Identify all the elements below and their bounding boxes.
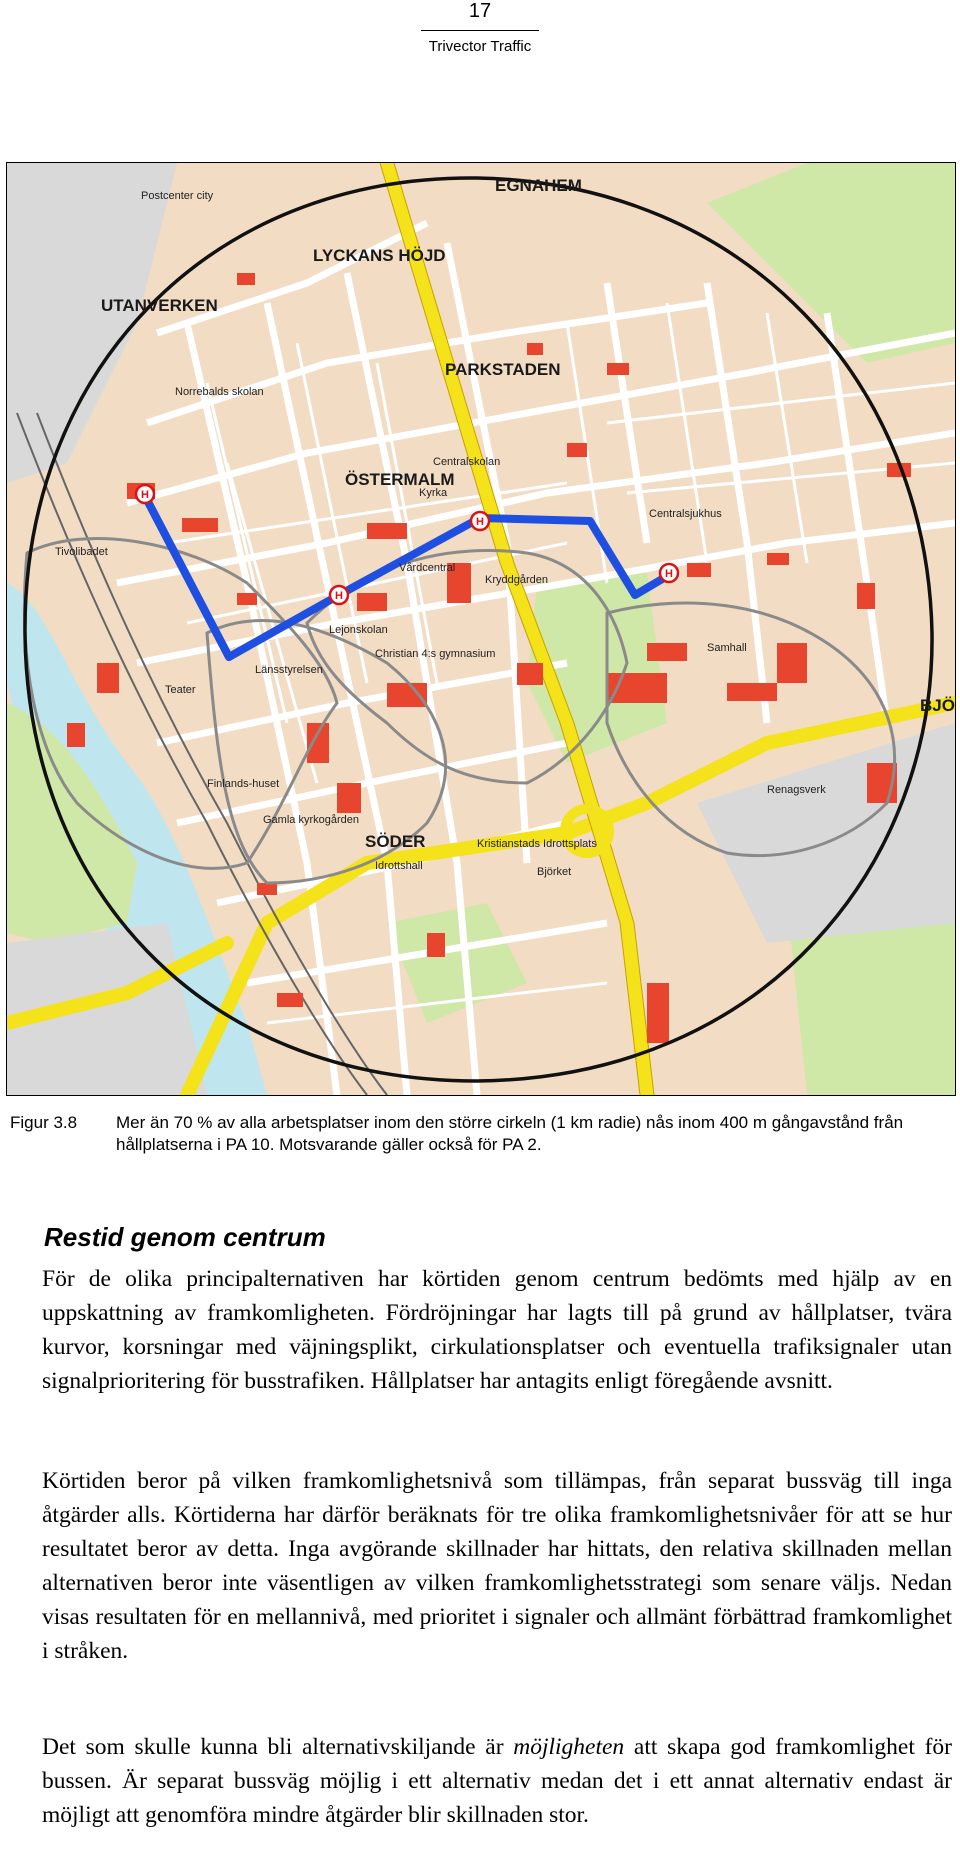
bus-stop-marker [660, 564, 678, 582]
label-utanverken: UTANVERKEN [101, 296, 218, 315]
label-samhall: Samhall [707, 642, 747, 654]
label-christian4: Christian 4:s gymnasium [375, 648, 496, 660]
label-postcenter: Postcenter city [141, 190, 214, 202]
label-bjorket: Björket [537, 866, 572, 878]
label-tivolibadet: Tivolibadet [55, 546, 108, 558]
city-map [6, 162, 956, 1096]
label-centralsjukhus: Centralsjukhus [649, 508, 722, 520]
paragraph-3-part-a: Det som skulle kunna bli alternativskiljande är [42, 1734, 514, 1760]
bus-stop-marker [136, 485, 154, 503]
label-parkstaden: PARKSTADEN [445, 360, 561, 379]
bus-stop-symbol: H [335, 590, 343, 602]
figure-caption-text: Mer än 70 % av alla arbetsplatser inom den större cirkeln (1 km radie) nås inom 400 m gångavstånd från hållplatserna i PA 10. Motsvarande gäller också för PA 2. [116, 1113, 904, 1154]
header-org: Trivector Traffic [428, 38, 532, 55]
label-egnahem: EGNAHEM [495, 176, 582, 195]
paragraph-1: För de olika principalternativen har körtiden genom centrum bedömts med hjälp av en uppskattning av framkomligheten. Fördröjningar har lagts till på grund av hållplatser, tvära kurvor, korsningar med väjningsplikt, cirkulationsplatser och eventuella trafiksignaler utan signalprioritering för busstrafiken. Hållplatser har antagits enligt föregående avsnitt. [42, 1266, 952, 1394]
bus-stop-marker [330, 586, 348, 604]
label-kryddgarden: Kryddgården [485, 574, 548, 586]
bus-stop-marker [471, 512, 489, 530]
label-teater: Teater [165, 684, 196, 696]
figure-label: Figur 3.8 [10, 1113, 78, 1132]
label-centralskolan: Centralskolan [433, 456, 501, 468]
page-number: 17 [468, 0, 492, 22]
section-heading: Restid genom centrum [44, 1222, 326, 1252]
label-gamla-kyrkogarden: Gamla kyrkogården [263, 814, 359, 826]
label-lyckans-hojd: LYCKANS HÖJD [313, 246, 446, 265]
paragraph-3-emphasis: möjligheten [513, 1734, 625, 1760]
bus-stop-symbol: H [141, 489, 149, 501]
label-lansstyrelsen: Länsstyrelsen [255, 664, 323, 676]
label-idrottsplats: Kristianstads Idrottsplats [477, 838, 597, 850]
label-finlands-huset: Finlands-huset [207, 778, 280, 790]
header-rule [421, 30, 539, 31]
label-ostermalm: ÖSTERMALM [345, 470, 455, 489]
label-kyrka: Kyrka [419, 487, 448, 499]
label-soder: SÖDER [365, 832, 426, 851]
paragraph-3 [42, 1730, 952, 1832]
paragraph-2: Körtiden beror på vilken framkomlighetsnivå som tillämpas, från separat bussväg till inga åtgärder alls. Körtiderna har därför beräknats för tre olika framkomlighetsnivåer för att se hur resultatet beror av detta. Inga avgörande skillnader har hittats, den relativa skillnaden mellan alternativen beror inte väsentligen av vilken framkomlighetsstrategi som senare väljs. Nedan visas resultaten för en mellannivå, med prioritet i signaler och allmänt förbättrad framkomlighet i stråken. [42, 1468, 952, 1664]
label-renagsverk: Renagsverk [767, 784, 826, 796]
bus-stop-symbol: H [476, 516, 484, 528]
paragraph-3-part-b: att skapa god framkomlighet för bussen. Är separat bussväg möjlig i ett alternativ medan det i ett annat alternativ endast är möjligt att genomföra mindre åtgärder blir skillnaden stor. [42, 1734, 953, 1828]
label-idrottshall: Idrottshall [375, 860, 423, 872]
bus-stop-symbol: H [665, 568, 673, 580]
label-lejonskolan: Lejonskolan [329, 624, 388, 636]
label-bjo: BJÖ [920, 696, 955, 715]
label-vardcentral: Vårdcentral [399, 562, 456, 574]
label-norrebalds: Norrebalds skolan [175, 386, 264, 398]
